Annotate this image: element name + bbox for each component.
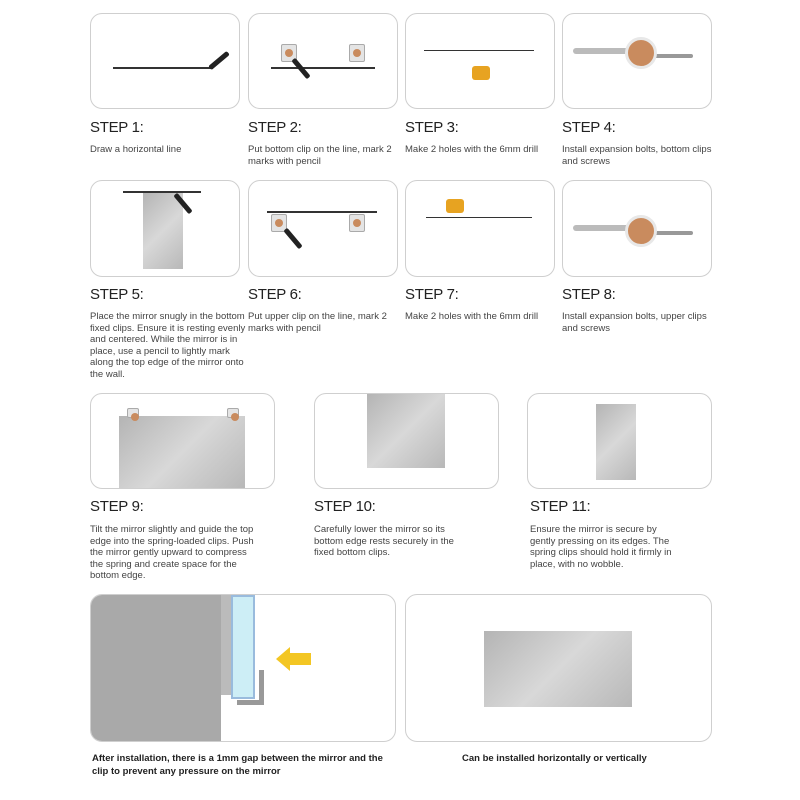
step-1-image [90, 13, 240, 109]
step-11-image [527, 393, 712, 489]
step-title: STEP 9: [90, 498, 144, 515]
step-9-image [90, 393, 275, 489]
step-8-image [562, 180, 712, 277]
step-desc: Draw a horizontal line [90, 144, 182, 155]
step-7-image [405, 180, 555, 277]
gap-detail-image [90, 594, 396, 742]
step-10-image [314, 393, 499, 489]
step-title: STEP 4: [562, 119, 616, 136]
step-desc: Install expansion bolts, bottom clips and screws [562, 144, 712, 167]
step-title: STEP 1: [90, 119, 144, 136]
horizontal-mount-image [405, 594, 712, 742]
step-desc: Put upper clip on the line, mark 2 marks with pencil [248, 311, 387, 334]
step-desc: Ensure the mirror is secure by gently pressing on its edges. The spring clips should hold it firmly in place, with no wobble. [530, 524, 672, 570]
orientation-caption: Can be installed horizontally or vertically [462, 753, 647, 764]
step-5-image [90, 180, 240, 277]
step-desc: Make 2 holes with the 6mm drill [405, 144, 539, 155]
step-title: STEP 3: [405, 119, 459, 136]
drill-icon [472, 66, 490, 80]
step-2-image [248, 13, 398, 109]
clip-icon [349, 44, 365, 62]
step-desc: Install expansion bolts, upper clips and screws [562, 311, 707, 334]
step-title: STEP 2: [248, 119, 302, 136]
pencil-icon [283, 228, 302, 250]
step-title: STEP 6: [248, 286, 302, 303]
arrow-icon [276, 647, 290, 671]
pencil-icon [208, 51, 230, 70]
step-3-image [405, 13, 555, 109]
step-title: STEP 11: [530, 498, 591, 515]
step-desc: Put bottom clip on the line, mark 2 marks with pencil [248, 144, 392, 167]
step-4-image [562, 13, 712, 109]
gap-caption: After installation, there is a 1mm gap between the mirror and the clip to prevent any pressure on the mirror [92, 753, 383, 777]
step-desc: Place the mirror snugly in the bottom fixed clips. Ensure it is resting evenly and centered. While the mirror is in place, use a pencil to lightly mark along the top edge of the mirror onto the wall. [90, 311, 246, 380]
washer-icon [625, 37, 657, 69]
step-desc: Make 2 holes with the 6mm drill [405, 311, 539, 322]
step-title: STEP 10: [314, 498, 376, 515]
washer-icon [625, 215, 657, 247]
clip-icon [349, 214, 365, 232]
step-title: STEP 8: [562, 286, 616, 303]
drill-icon [446, 199, 464, 213]
step-desc: Tilt the mirror slightly and guide the top edge into the spring-loaded clips. Push the mirror gently upward to compress the spring and create space for the bottom edge. [90, 524, 254, 581]
pencil-icon [291, 58, 310, 80]
step-6-image [248, 180, 398, 277]
step-title: STEP 7: [405, 286, 459, 303]
step-desc: Carefully lower the mirror so its bottom edge rests securely in the fixed bottom clips. [314, 524, 454, 558]
step-title: STEP 5: [90, 286, 144, 303]
